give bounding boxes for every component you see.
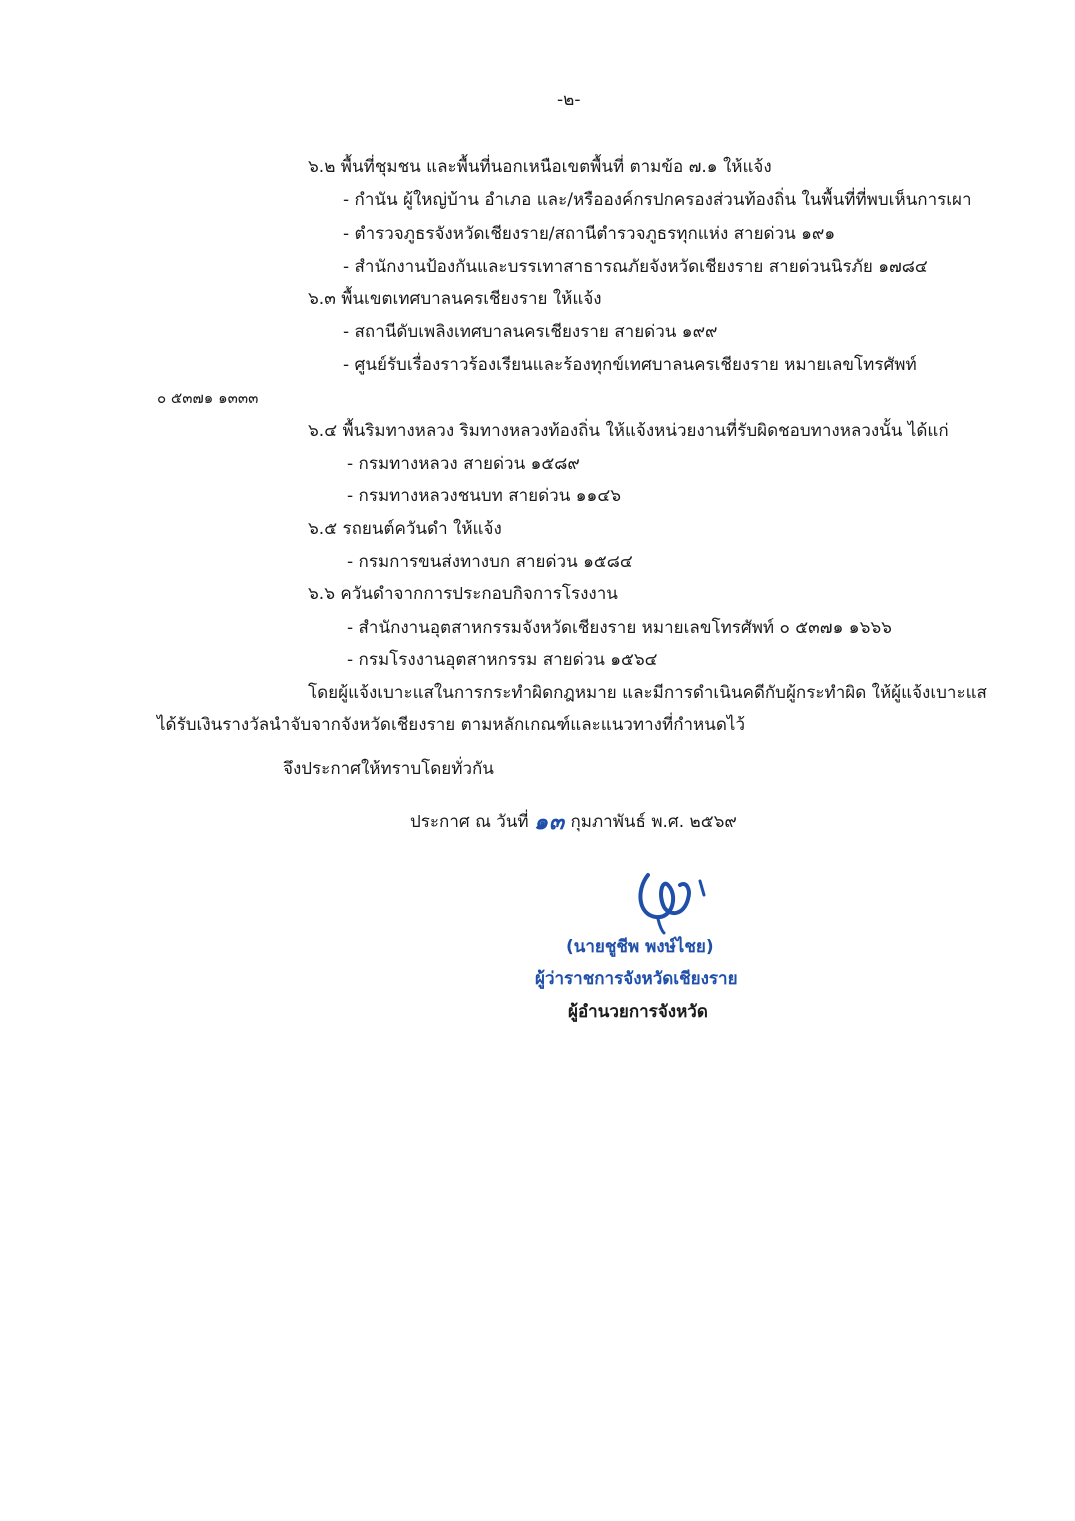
page-number: -๒- <box>557 90 581 110</box>
section-6-6-item-1: - สำนักงานอุตสาหกรรมจังหวัดเชียงราย หมายเลขโทรศัพท์ ๐ ๕๓๗๑ ๑๖๖๖ <box>347 618 892 638</box>
section-6-5-item-1: - กรมการขนส่งทางบก สายด่วน ๑๕๘๔ <box>347 552 633 572</box>
reward-paragraph-line-1: โดยผู้แจ้งเบาะแสในการกระทำผิดกฎหมาย และมีการดำเนินคดีกับผู้กระทำผิด ให้ผู้แจ้งเบาะแส <box>308 683 987 703</box>
date-prefix: ประกาศ ณ วันที่ <box>410 812 529 832</box>
announcement-date <box>410 808 737 834</box>
signatory-position: ผู้ว่าราชการจังหวัดเชียงราย <box>535 969 738 989</box>
section-6-2-item-2: - ตำรวจภูธรจังหวัดเชียงราย/สถานีตำรวจภูธรทุกแห่ง สายด่วน ๑๙๑ <box>343 224 836 244</box>
section-6-3-item-1: - สถานีดับเพลิงเทศบาลนครเชียงราย สายด่วน ๑๙๙ <box>343 322 718 342</box>
section-6-3-item-2-continued: ๐ ๕๓๗๑ ๑๓๓๓ <box>157 389 259 407</box>
signatory-name: (นายชูชีพ พงษ์ไชย) <box>566 937 714 957</box>
section-6-2-heading: ๖.๒ พื้นที่ชุมชน และพื้นที่นอกเหนือเขตพื้นที่ ตามข้อ ๗.๑ ให้แจ้ง <box>308 157 772 177</box>
signatory-role: ผู้อำนวยการจังหวัด <box>568 1002 708 1022</box>
section-6-4-heading: ๖.๔ พื้นริมทางหลวง ริมทางหลวงท้องถิ่น ให้แจ้งหน่วยงานที่รับผิดชอบทางหลวงนั้น ได้แก่ <box>308 421 949 441</box>
date-day-handwritten: ๑๓ <box>534 809 566 835</box>
section-6-2-item-1: - กำนัน ผู้ใหญ่บ้าน อำเภอ และ/หรือองค์กรปกครองส่วนท้องถิ่น ในพื้นที่ที่พบเห็นการเผา <box>343 190 972 210</box>
date-month-year: กุมภาพันธ์ พ.ศ. ๒๕๖๙ <box>570 812 737 832</box>
section-6-4-item-1: - กรมทางหลวง สายด่วน ๑๕๘๙ <box>347 454 580 474</box>
section-6-5-heading: ๖.๕ รถยนต์ควันดำ ให้แจ้ง <box>308 519 502 539</box>
reward-paragraph-line-2: ได้รับเงินรางวัลนำจับจากจังหวัดเชียงราย ตามหลักเกณฑ์และแนวทางที่กำหนดไว้ <box>157 715 745 735</box>
section-6-2-item-3: - สำนักงานป้องกันและบรรเทาสาธารณภัยจังหวัดเชียงราย สายด่วนนิรภัย ๑๗๘๔ <box>343 257 928 277</box>
section-6-4-item-2: - กรมทางหลวงชนบท สายด่วน ๑๑๔๖ <box>347 486 621 506</box>
announcement-line: จึงประกาศให้ทราบโดยทั่วกัน <box>283 759 494 779</box>
signature-image <box>618 855 728 935</box>
section-6-3-heading: ๖.๓ พื้นเขตเทศบาลนครเชียงราย ให้แจ้ง <box>308 289 602 309</box>
section-6-3-item-2: - ศูนย์รับเรื่องราวร้องเรียนและร้องทุกข์เทศบาลนครเชียงราย หมายเลขโทรศัพท์ <box>343 355 917 375</box>
section-6-6-item-2: - กรมโรงงานอุตสาหกรรม สายด่วน ๑๕๖๔ <box>347 650 658 670</box>
section-6-6-heading: ๖.๖ ควันดำจากการประกอบกิจการโรงงาน <box>308 584 618 604</box>
